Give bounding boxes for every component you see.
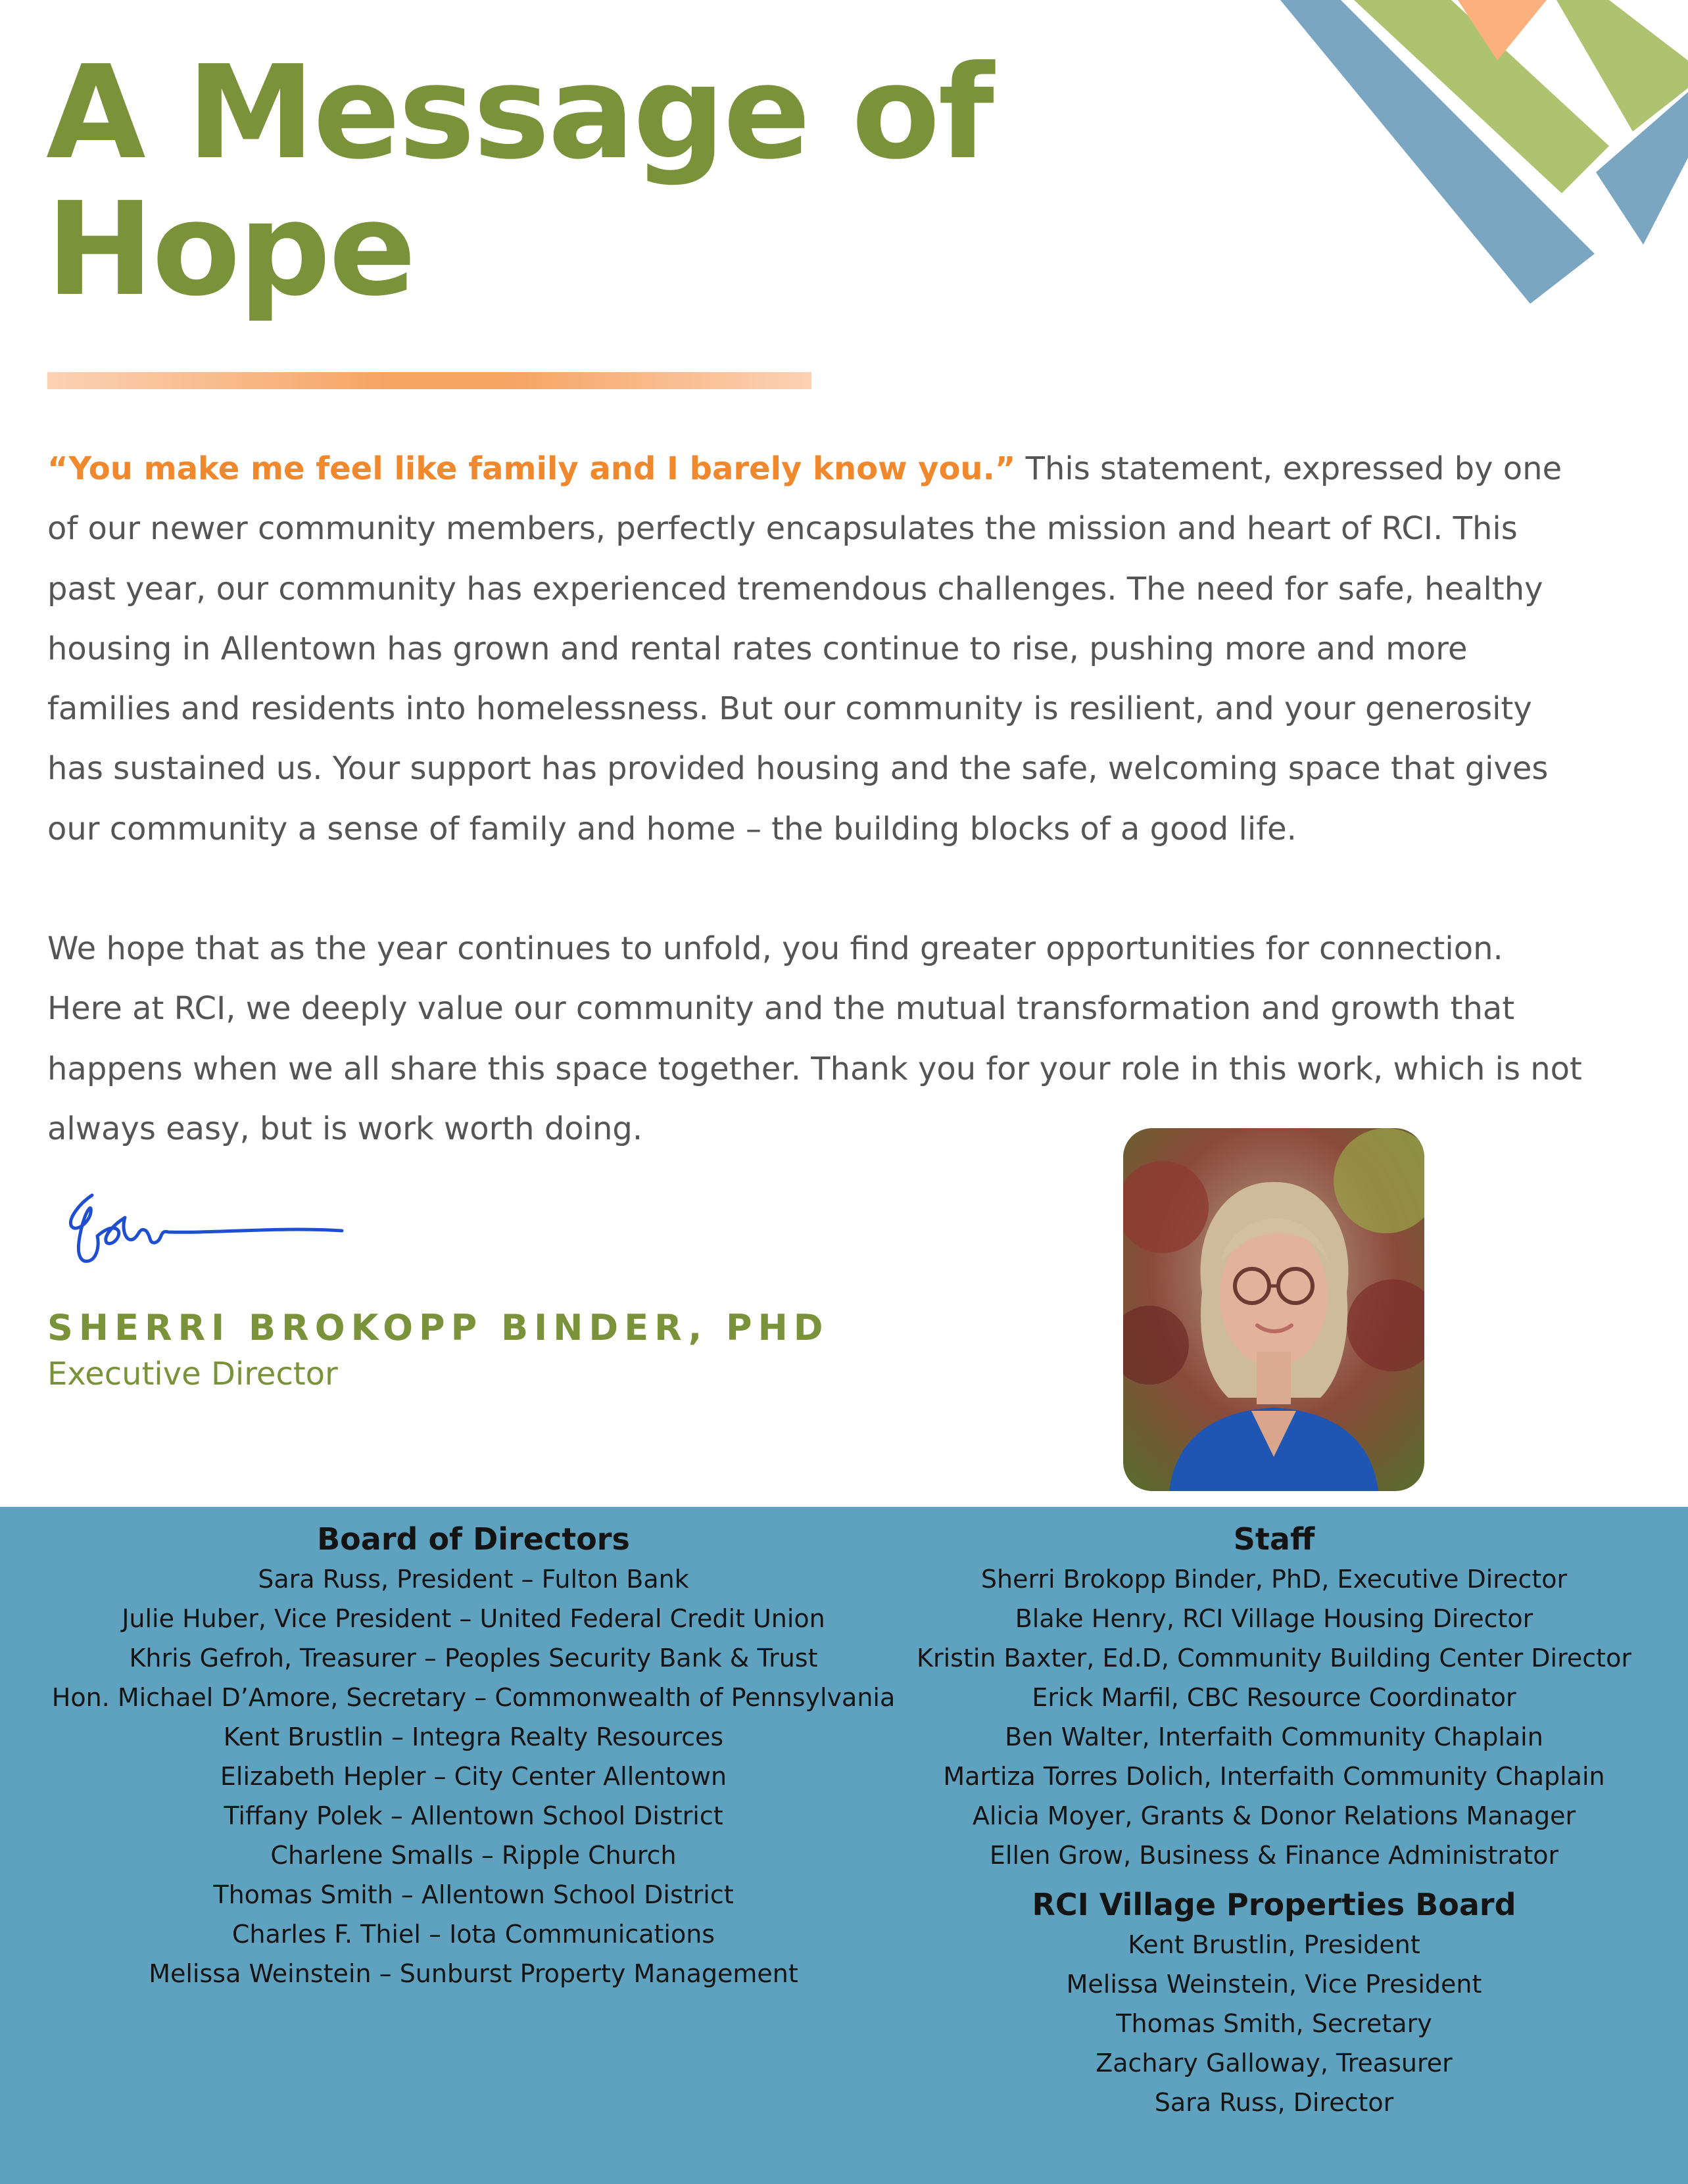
- letter-body: [47, 439, 1586, 1159]
- village-board-member: Zachary Galloway, Treasurer: [1096, 2049, 1453, 2077]
- title-underline: [47, 372, 811, 389]
- village-board-member: Sara Russ, Director: [1154, 2088, 1394, 2117]
- page-title: [46, 38, 992, 325]
- board-heading: Board of Directors: [317, 1521, 630, 1557]
- board-member: Charles F. Thiel – Iota Communications: [231, 1920, 715, 1949]
- village-board-member: Kent Brustlin, President: [1128, 1930, 1420, 1959]
- board-member: Sara Russ, President – Fulton Bank: [258, 1565, 689, 1594]
- board-member: Khris Gefroh, Treasurer – Peoples Security Bank & Trust: [129, 1644, 818, 1673]
- director-portrait-photo: [1123, 1128, 1424, 1491]
- staff-member: Alicia Moyer, Grants & Donor Relations Manager: [972, 1801, 1576, 1830]
- staff-column: [907, 1519, 1641, 2122]
- village-board-member: Melissa Weinstein, Vice President: [1066, 1970, 1482, 1999]
- paragraph-1-text: This statement, expressed by one of our newer community members, perfectly encapsulates the mission and heart of RCI. This past year, our community has experienced tremendous challenges. The need for safe, healthy housing in Allentown has grown and rental rates continue to rise, pushing more and more families and residents into homelessness. But our community is resilient, and your generosity has sustained us. Your support has provided housing and the safe, welcoming space that gives our community a sense of family and home – the building blocks of a good life.: [47, 450, 1562, 847]
- board-member: Kent Brustlin – Integra Realty Resources: [223, 1722, 724, 1751]
- staff-member: Ellen Grow, Business & Finance Administrator: [989, 1841, 1559, 1870]
- staff-member: Ben Walter, Interfaith Community Chaplain: [1005, 1722, 1543, 1751]
- board-member: Tiffany Polek – Allentown School District: [224, 1801, 723, 1830]
- signer-role: Executive Director: [47, 1356, 338, 1392]
- title-line-1: A Message of: [46, 38, 992, 188]
- signature: [60, 1183, 350, 1275]
- letter-paragraph-2: We hope that as the year continues to unfold, you find greater opportunities for connection. Here at RCI, we deeply value our community and the mutual transformation and growth that happens when we all share this space together. Thank you for your role in this work, which is not always easy, but is work worth doing.: [47, 930, 1582, 1147]
- pull-quote: “You make me feel like family and I barely know you.”: [47, 450, 1016, 487]
- board-of-directors-column: [26, 1519, 921, 1993]
- staff-member: Blake Henry, RCI Village Housing Director: [1015, 1604, 1533, 1633]
- board-member: Hon. Michael D’Amore, Secretary – Commonwealth of Pennsylvania: [51, 1683, 896, 1712]
- staff-heading: Staff: [1233, 1521, 1315, 1557]
- village-board-member: Thomas Smith, Secretary: [1116, 2009, 1432, 2038]
- board-member: Elizabeth Hepler – City Center Allentown: [220, 1762, 727, 1791]
- signer-name: SHERRI BROKOPP BINDER, PHD: [47, 1307, 829, 1348]
- staff-member: Martiza Torres Dolich, Interfaith Community Chaplain: [943, 1762, 1605, 1791]
- title-line-2: Hope: [46, 175, 414, 325]
- staff-member: Erick Marfil, CBC Resource Coordinator: [1032, 1683, 1516, 1712]
- village-board-heading: RCI Village Properties Board: [1032, 1887, 1516, 1922]
- board-member: Julie Huber, Vice President – United Federal Credit Union: [122, 1604, 825, 1633]
- staff-member: Sherri Brokopp Binder, PhD, Executive Director: [980, 1565, 1568, 1594]
- board-member: Charlene Smalls – Ripple Church: [270, 1841, 677, 1870]
- corner-decoration: [1280, 0, 1688, 309]
- staff-member: Kristin Baxter, Ed.D, Community Building Center Director: [917, 1644, 1631, 1673]
- board-member: Thomas Smith – Allentown School District: [213, 1880, 734, 1909]
- board-member: Melissa Weinstein – Sunburst Property Management: [149, 1959, 798, 1988]
- letter-paragraph-1: [47, 439, 1586, 859]
